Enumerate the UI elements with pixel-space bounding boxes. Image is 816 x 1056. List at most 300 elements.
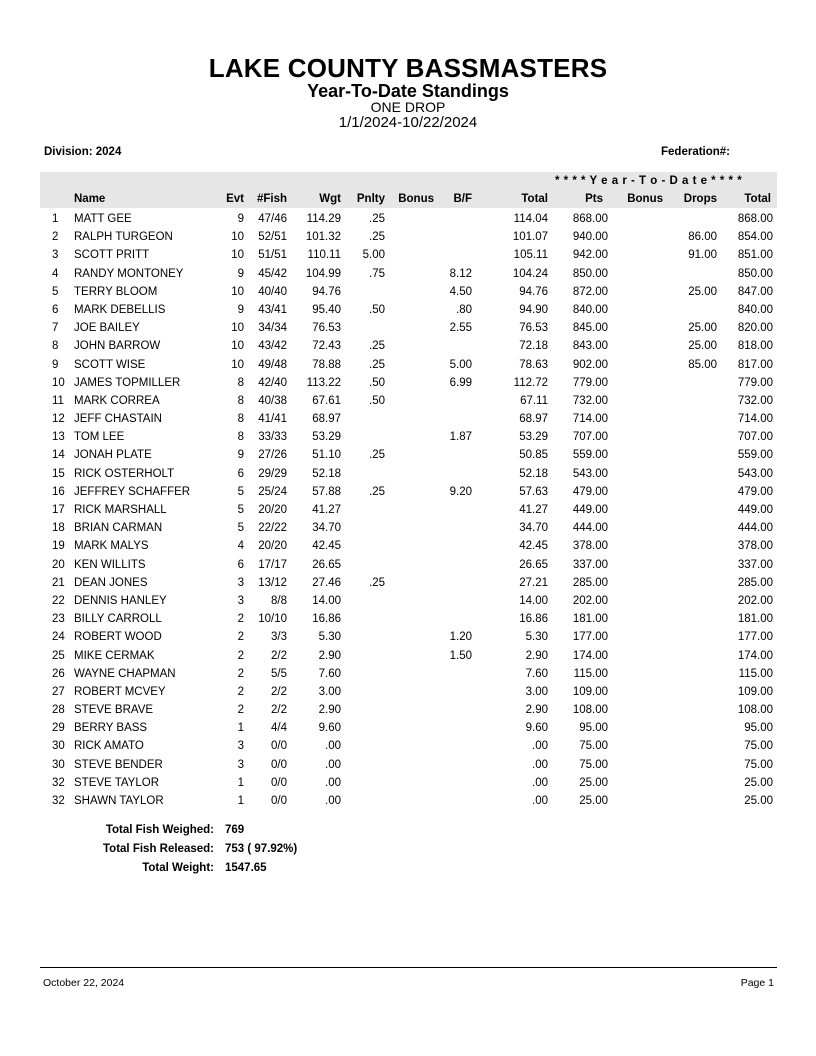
cell-pts: 850.00: [572, 267, 608, 280]
cell-evt: 9: [237, 267, 244, 280]
cell-wgt: .00: [325, 776, 341, 789]
cell-total: .00: [532, 776, 548, 789]
cell-evt: 3: [237, 576, 244, 589]
cell-name: SHAWN TAYLOR: [74, 795, 164, 807]
table-row: [0, 302, 816, 320]
cell-fish: 51/51: [258, 249, 287, 262]
cell-name: STEVE BRAVE: [74, 704, 154, 717]
cell-total: 94.90: [519, 303, 548, 316]
cell-fish: 43/42: [258, 340, 287, 353]
cell-ytd-total: 543.00: [737, 467, 773, 480]
cell-total: 101.07: [512, 231, 548, 244]
cell-wgt: 7.60: [318, 667, 341, 680]
cell-pnlty: .25: [369, 231, 385, 244]
cell-evt: 1: [237, 795, 244, 807]
cell-total: 52.18: [519, 467, 548, 480]
cell-ytd-total: 95.00: [744, 722, 773, 735]
table-row: [0, 575, 816, 593]
cell-total: 104.24: [512, 267, 548, 280]
cell-total: 41.27: [519, 504, 548, 516]
cell-ytd-total: 337.00: [737, 558, 773, 571]
cell-fish: 4/4: [271, 722, 287, 735]
cell-evt: 10: [231, 285, 244, 298]
cell-ytd-total: 285.00: [737, 576, 773, 589]
table-row: [0, 720, 816, 738]
col-header-fish: #Fish: [256, 193, 287, 205]
cell-wgt: 76.53: [312, 322, 341, 335]
cell-total: 112.72: [513, 376, 548, 389]
cell-wgt: .00: [325, 758, 341, 771]
cell-rank: 6: [52, 303, 59, 316]
table-row: [0, 666, 816, 684]
cell-name: DENNIS HANLEY: [74, 594, 167, 607]
footer-date: October 22, 2024: [43, 977, 125, 989]
report-date-range: 1/1/2024-10/22/2024: [338, 114, 478, 131]
cell-evt: 5: [237, 485, 244, 498]
cell-pts: 75.00: [579, 758, 608, 771]
cell-pts: 174.00: [572, 649, 608, 662]
cell-evt: 10: [231, 358, 244, 371]
standings-table: [0, 211, 816, 811]
cell-name: KEN WILLITS: [74, 558, 146, 571]
table-row: [0, 502, 816, 520]
cell-total: 114.04: [513, 213, 548, 225]
cell-rank: 30: [52, 758, 65, 771]
cell-name: WAYNE CHAPMAN: [74, 667, 176, 680]
cell-pnlty: .75: [369, 267, 385, 280]
footer-rule: [40, 967, 777, 968]
report-format: ONE DROP: [370, 99, 446, 115]
report-subtitle: Year-To-Date Standings: [307, 81, 509, 101]
cell-ytd-total: 109.00: [737, 685, 773, 698]
cell-pnlty: .25: [369, 340, 385, 353]
cell-wgt: 95.40: [312, 303, 341, 316]
cell-drops: 25.00: [688, 322, 717, 335]
cell-pts: 543.00: [572, 467, 608, 480]
cell-rank: 7: [52, 322, 59, 335]
cell-name: RALPH TURGEON: [74, 231, 173, 244]
cell-evt: 10: [231, 322, 244, 335]
cell-name: BRIAN CARMAN: [74, 522, 163, 535]
cell-pts: 25.00: [579, 776, 608, 789]
table-row: [0, 593, 816, 611]
col-header-ytd-total: Total: [744, 193, 771, 205]
cell-evt: 8: [237, 376, 244, 389]
cell-wgt: 51.10: [312, 449, 341, 462]
table-row: [0, 338, 816, 356]
cell-name: ROBERT WOOD: [74, 631, 162, 644]
cell-rank: 18: [52, 522, 65, 535]
cell-fish: 0/0: [271, 758, 287, 771]
cell-ytd-total: 108.00: [737, 704, 773, 717]
cell-ytd-total: 817.00: [737, 358, 773, 371]
cell-name: MARK MALYS: [74, 540, 149, 553]
cell-evt: 4: [237, 540, 244, 553]
cell-name: RANDY MONTONEY: [74, 267, 184, 280]
cell-ytd-total: 850.00: [737, 267, 773, 280]
cell-total: 34.70: [519, 522, 548, 535]
table-row: [0, 538, 816, 556]
cell-pts: 181.00: [572, 613, 608, 626]
cell-rank: 14: [52, 449, 65, 462]
total-fish-released-label: Total Fish Released:: [103, 843, 214, 855]
cell-total: 50.85: [519, 449, 548, 462]
cell-ytd-total: 25.00: [744, 795, 773, 807]
cell-fish: 33/33: [258, 431, 287, 444]
cell-wgt: 5.30: [318, 631, 341, 644]
table-row: [0, 484, 816, 502]
cell-drops: 91.00: [688, 249, 717, 262]
cell-name: SCOTT PRITT: [74, 249, 150, 262]
col-header-ytd-bonus: Bonus: [627, 193, 663, 205]
cell-ytd-total: 378.00: [737, 540, 773, 553]
col-header-pts: Pts: [585, 193, 603, 205]
table-row: [0, 611, 816, 629]
cell-ytd-total: 840.00: [737, 303, 773, 316]
cell-ytd-total: 847.00: [737, 285, 773, 298]
cell-fish: 34/34: [258, 322, 287, 335]
cell-drops: 25.00: [688, 285, 717, 298]
cell-fish: 22/22: [258, 522, 287, 535]
cell-evt: 2: [237, 667, 244, 680]
cell-pnlty: .50: [369, 303, 385, 316]
cell-wgt: 114.29: [306, 213, 341, 225]
total-fish-weighed-label: Total Fish Weighed:: [105, 824, 214, 836]
cell-wgt: 16.86: [312, 613, 341, 626]
cell-fish: 47/46: [258, 213, 287, 225]
cell-ytd-total: 732.00: [737, 394, 773, 407]
cell-fish: 40/40: [258, 285, 287, 298]
cell-drops: 85.00: [688, 358, 717, 371]
cell-wgt: 57.88: [312, 485, 341, 498]
table-row: [0, 284, 816, 302]
cell-wgt: 101.32: [305, 231, 341, 244]
cell-ytd-total: 25.00: [744, 776, 773, 789]
table-row: [0, 629, 816, 647]
cell-ytd-total: 202.00: [737, 594, 773, 607]
cell-bf: 1.87: [449, 431, 472, 444]
cell-ytd-total: 820.00: [737, 322, 773, 335]
cell-evt: 8: [237, 394, 244, 407]
cell-fish: 27/26: [258, 449, 287, 462]
table-row: [0, 775, 816, 793]
cell-rank: 8: [52, 340, 59, 353]
cell-total: .00: [532, 740, 548, 753]
cell-pts: 337.00: [572, 558, 608, 571]
cell-name: JEFF CHASTAIN: [74, 413, 162, 426]
cell-ytd-total: 444.00: [737, 522, 773, 535]
cell-rank: 4: [52, 267, 59, 280]
cell-name: MARK CORREA: [74, 394, 160, 407]
cell-pts: 25.00: [579, 795, 608, 807]
cell-evt: 9: [237, 449, 244, 462]
cell-pts: 779.00: [572, 376, 608, 389]
cell-ytd-total: 75.00: [744, 758, 773, 771]
cell-total: 57.63: [519, 485, 548, 498]
cell-fish: 0/0: [271, 740, 287, 753]
total-fish-weighed-value: 769: [225, 824, 245, 836]
cell-drops: 25.00: [688, 340, 717, 353]
cell-name: RICK AMATO: [74, 740, 144, 753]
table-row: [0, 520, 816, 538]
cell-total: 2.90: [525, 649, 548, 662]
cell-total: 9.60: [525, 722, 548, 735]
cell-bf: 8.12: [449, 267, 472, 280]
cell-total: .00: [532, 758, 548, 771]
cell-rank: 32: [52, 795, 65, 807]
division-label: Division: 2024: [44, 146, 122, 158]
cell-total: 42.45: [519, 540, 548, 553]
cell-fish: 0/0: [271, 776, 287, 789]
cell-total: 27.21: [519, 576, 548, 589]
cell-ytd-total: 174.00: [737, 649, 773, 662]
cell-total: 76.53: [519, 322, 548, 335]
cell-fish: 49/48: [258, 358, 287, 371]
table-row: [0, 229, 816, 247]
cell-rank: 12: [52, 413, 65, 426]
cell-evt: 5: [237, 504, 244, 516]
cell-rank: 32: [52, 776, 65, 789]
cell-ytd-total: 479.00: [737, 485, 773, 498]
cell-evt: 5: [237, 522, 244, 535]
cell-rank: 24: [52, 631, 65, 644]
cell-pnlty: .25: [369, 576, 385, 589]
cell-pts: 109.00: [572, 685, 608, 698]
cell-ytd-total: 818.00: [737, 340, 773, 353]
cell-evt: 9: [237, 303, 244, 316]
cell-pts: 732.00: [572, 394, 608, 407]
cell-evt: 10: [231, 231, 244, 244]
cell-total: 53.29: [519, 431, 548, 444]
cell-pnlty: .25: [369, 358, 385, 371]
cell-pts: 177.00: [572, 631, 608, 644]
federation-label: Federation#:: [661, 146, 731, 158]
cell-wgt: .00: [325, 795, 341, 807]
cell-fish: 20/20: [258, 504, 287, 516]
cell-name: MATT GEE: [74, 213, 132, 225]
col-header-pnlty: Pnlty: [356, 193, 385, 205]
cell-total: 72.18: [519, 340, 548, 353]
cell-evt: 1: [237, 722, 244, 735]
cell-rank: 13: [52, 431, 65, 444]
cell-bf: 1.20: [449, 631, 472, 644]
cell-wgt: 52.18: [312, 467, 341, 480]
total-weight-value: 1547.65: [225, 862, 267, 874]
cell-evt: 2: [237, 649, 244, 662]
cell-wgt: 41.27: [312, 504, 341, 516]
table-row: [0, 793, 816, 811]
cell-pts: 840.00: [572, 303, 608, 316]
cell-ytd-total: 779.00: [737, 376, 773, 389]
cell-evt: 8: [237, 413, 244, 426]
cell-pts: 707.00: [572, 431, 608, 444]
cell-fish: 2/2: [271, 685, 287, 698]
cell-pnlty: .25: [369, 485, 385, 498]
cell-name: JAMES TOPMILLER: [74, 376, 181, 389]
cell-fish: 25/24: [258, 485, 287, 498]
cell-bf: 5.00: [449, 358, 472, 371]
cell-ytd-total: 181.00: [737, 613, 773, 626]
table-row: [0, 648, 816, 666]
cell-evt: 9: [237, 213, 244, 225]
cell-fish: 3/3: [271, 631, 287, 644]
table-row: [0, 429, 816, 447]
cell-name: SCOTT WISE: [74, 358, 146, 371]
cell-rank: 2: [52, 231, 59, 244]
cell-total: 14.00: [519, 594, 548, 607]
cell-wgt: 2.90: [318, 649, 341, 662]
cell-rank: 27: [52, 685, 65, 698]
cell-total: 105.11: [513, 249, 548, 262]
cell-name: JONAH PLATE: [74, 449, 152, 462]
cell-bf: 2.55: [449, 322, 472, 335]
cell-name: RICK MARSHALL: [74, 504, 167, 516]
cell-bf: 4.50: [449, 285, 472, 298]
cell-rank: 5: [52, 285, 59, 298]
cell-evt: 2: [237, 704, 244, 717]
col-header-bonus: Bonus: [398, 193, 434, 205]
cell-ytd-total: 714.00: [737, 413, 773, 426]
cell-bf: .80: [456, 303, 472, 316]
table-row: [0, 684, 816, 702]
cell-evt: 6: [237, 558, 244, 571]
cell-fish: 5/5: [271, 667, 287, 680]
cell-ytd-total: 75.00: [744, 740, 773, 753]
cell-fish: 13/12: [258, 576, 287, 589]
cell-name: BILLY CARROLL: [74, 613, 162, 626]
cell-wgt: 72.43: [312, 340, 341, 353]
cell-evt: 10: [231, 340, 244, 353]
cell-pts: 714.00: [572, 413, 608, 426]
cell-fish: 20/20: [258, 540, 287, 553]
cell-wgt: 53.29: [312, 431, 341, 444]
cell-rank: 20: [52, 558, 65, 571]
cell-drops: 86.00: [688, 231, 717, 244]
cell-total: 7.60: [525, 667, 548, 680]
table-row: [0, 702, 816, 720]
cell-total: 94.76: [519, 285, 548, 298]
table-row: [0, 757, 816, 775]
table-row: [0, 466, 816, 484]
footer-page: Page 1: [740, 977, 774, 989]
cell-pts: 444.00: [572, 522, 608, 535]
cell-pts: 872.00: [572, 285, 608, 298]
cell-pts: 940.00: [572, 231, 608, 244]
cell-total: 5.30: [525, 631, 548, 644]
cell-wgt: 27.46: [312, 576, 341, 589]
cell-ytd-total: 707.00: [737, 431, 773, 444]
table-row: [0, 247, 816, 265]
cell-evt: 2: [237, 685, 244, 698]
cell-wgt: 78.88: [312, 358, 341, 371]
cell-wgt: 2.90: [318, 704, 341, 717]
cell-pts: 845.00: [572, 322, 608, 335]
table-row: [0, 411, 816, 429]
cell-rank: 11: [52, 394, 64, 407]
cell-pts: 479.00: [572, 485, 608, 498]
cell-fish: 0/0: [271, 795, 287, 807]
cell-wgt: 110.11: [307, 249, 341, 262]
cell-rank: 22: [52, 594, 65, 607]
cell-pnlty: .25: [369, 213, 385, 225]
cell-ytd-total: 115.00: [738, 667, 773, 680]
cell-pts: 868.00: [572, 213, 608, 225]
cell-evt: 3: [237, 594, 244, 607]
cell-fish: 2/2: [271, 704, 287, 717]
cell-total: 16.86: [519, 613, 548, 626]
table-row: [0, 320, 816, 338]
cell-pts: 559.00: [572, 449, 608, 462]
table-row: [0, 738, 816, 756]
cell-ytd-total: 177.00: [737, 631, 773, 644]
cell-rank: 19: [52, 540, 65, 553]
cell-wgt: 104.99: [305, 267, 341, 280]
cell-wgt: 34.70: [312, 522, 341, 535]
table-row: [0, 211, 816, 229]
cell-wgt: 9.60: [318, 722, 341, 735]
cell-evt: 6: [237, 467, 244, 480]
cell-total: 78.63: [519, 358, 548, 371]
cell-fish: 17/17: [258, 558, 287, 571]
table-row: [0, 393, 816, 411]
cell-pts: 285.00: [572, 576, 608, 589]
cell-rank: 23: [52, 613, 65, 626]
cell-pnlty: .50: [369, 376, 385, 389]
table-row: [0, 375, 816, 393]
cell-ytd-total: 559.00: [737, 449, 773, 462]
table-row: [0, 266, 816, 284]
cell-fish: 52/51: [258, 231, 287, 244]
cell-total: 2.90: [525, 704, 548, 717]
cell-wgt: 68.97: [312, 413, 341, 426]
ytd-banner: * * * * Y e a r - T o - D a t e * * * *: [555, 175, 743, 187]
cell-pts: 95.00: [579, 722, 608, 735]
col-header-wgt: Wgt: [319, 193, 341, 205]
cell-fish: 45/42: [258, 267, 287, 280]
cell-total: .00: [532, 795, 548, 807]
cell-name: TOM LEE: [74, 431, 125, 444]
cell-rank: 15: [52, 467, 65, 480]
cell-total: 67.11: [520, 394, 548, 407]
cell-bf: 6.99: [449, 376, 472, 389]
cell-fish: 10/10: [258, 613, 287, 626]
report-title: LAKE COUNTY BASSMASTERS: [208, 53, 608, 83]
cell-evt: 3: [237, 740, 244, 753]
total-weight-label: Total Weight:: [142, 862, 214, 874]
cell-name: MIKE CERMAK: [74, 649, 155, 662]
col-header-drops: Drops: [683, 193, 717, 205]
cell-wgt: 26.65: [312, 558, 341, 571]
cell-wgt: 42.45: [312, 540, 341, 553]
cell-ytd-total: 854.00: [737, 231, 773, 244]
cell-wgt: 3.00: [318, 685, 341, 698]
cell-pts: 449.00: [572, 504, 608, 516]
cell-rank: 17: [52, 504, 65, 516]
total-fish-released-value: 753 ( 97.92%): [225, 843, 298, 855]
cell-wgt: 67.61: [312, 394, 341, 407]
cell-rank: 10: [52, 376, 65, 389]
cell-rank: 1: [52, 213, 59, 225]
cell-name: BERRY BASS: [74, 722, 148, 735]
cell-pts: 843.00: [572, 340, 608, 353]
col-header-name: Name: [74, 193, 106, 205]
cell-name: JOE BAILEY: [74, 322, 140, 335]
cell-rank: 3: [52, 249, 59, 262]
cell-ytd-total: 868.00: [737, 213, 773, 225]
cell-name: ROBERT MCVEY: [74, 685, 166, 698]
cell-evt: 1: [237, 776, 244, 789]
cell-pnlty: 5.00: [362, 249, 385, 262]
